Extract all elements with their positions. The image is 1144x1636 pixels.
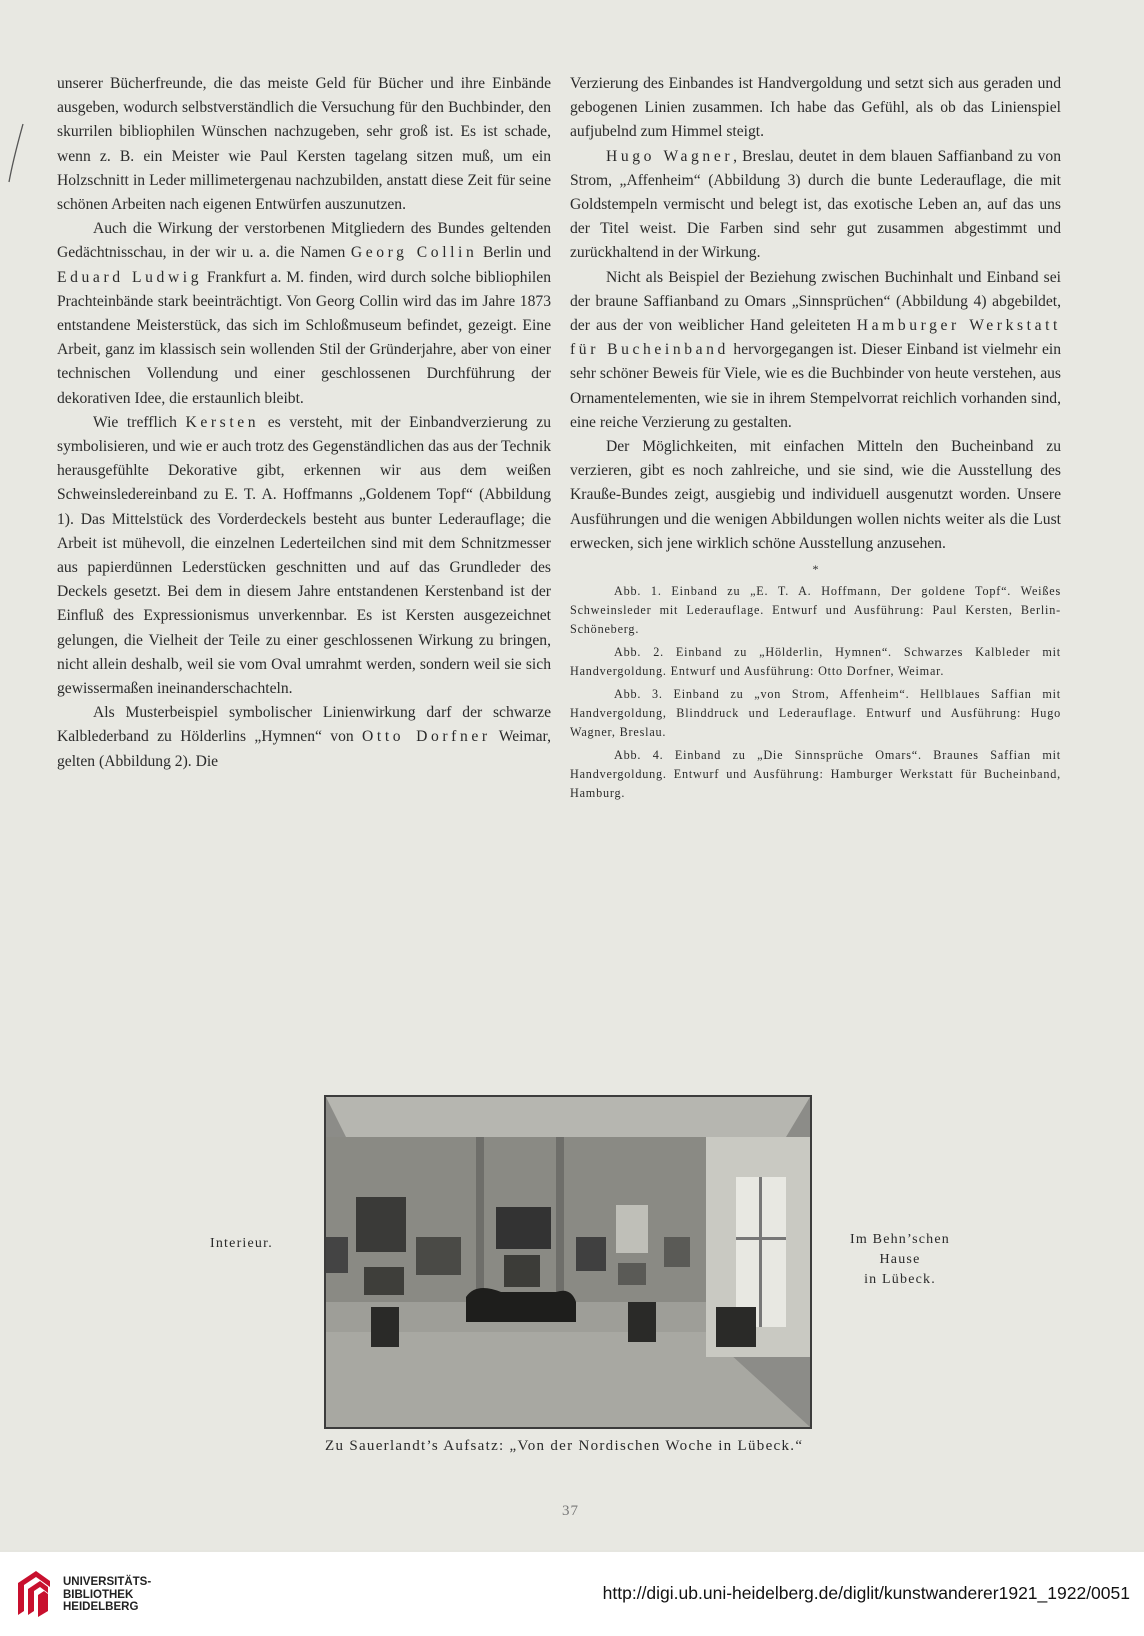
paragraph: Hugo Wagner, Breslau, deutet in dem blauen Saffianband zu von Strom, „Affenheim“ (Abbildung 3) durch die bunte Lederauflage, die mit Goldstempeln vermischt und belegt ist, das exotische Leben an, auf das uns der Titel weist. Die Farben sind sehr gut zusammen abgestimmt und zurückhaltend in der Wirkung.	[570, 147, 1062, 262]
spaced-name: Georg Collin	[350, 244, 478, 262]
figure-caption: Abb. 3. Einband zu „von Strom, Affenheim“. Hellblaues Saffian mit Handvergoldung, Blinddruck und Lederauflage. Entwurf und Ausführung: Hugo Wagner, Breslau.	[570, 687, 1061, 740]
spaced-name: Hamburger Werkstatt für Bucheinband	[570, 317, 1061, 359]
pencil-margin-mark	[6, 122, 26, 184]
figure-caption: Abb. 2. Einband zu „Hölderlin, Hymnen“. Schwarzes Kalbleder mit Handvergoldung. Entwurf und Ausführung: Otto Dorfner, Weimar.	[570, 645, 1061, 679]
paragraph: Der Möglichkeiten, mit einfachen Mitteln den Bucheinband zu verzieren, gibt es noch zahlreiche, und sie sind, wie die Ausstellung des Krauße-Bundes zeigt, ausgiebig und individuell ausgenutzt worden. Unsere Ausführungen und die wenigen Abbildungen wollen nichts weiter als die Lust erwecken, sich jene wirklich schöne Ausstellung anzusehen.	[570, 438, 1061, 552]
figure-captions	[570, 582, 1061, 803]
paragraph: Auch die Wirkung der verstorbenen Mitgliedern des Bundes geltenden Gedächtnisschau, in der wir u. a. die Namen Georg Collin Berlin und Eduard Ludwig Frankfurt a. M. finden, wird durch solche bibliophilen Prachteinbände stark beeinträchtigt. Von Georg Collin wird das im Jahre 1873 entstandene Meisterstück, das sich im Schloßmuseum befindet, gezeigt. Eine Arbeit, ganz im klassisch sein wollenden Stil der Gründerjahre, aber von einer technischen Vollendung und einer geschlossenen Durchführung der dekorativen Idee, die erstaunlich bleibt.	[57, 220, 551, 407]
footer-bar	[0, 1552, 1144, 1636]
figure-caption: Abb. 1. Einband zu „E. T. A. Hoffmann, Der goldene Topf“. Weißes Schweinsleder mit Lederauflage. Entwurf und Ausführung: Paul Kersten, Berlin-Schöneberg.	[570, 584, 1061, 637]
page-number: 37	[562, 1503, 579, 1519]
photo-caption: Zu Sauerlandt’s Aufsatz: „Von der Nordischen Woche in Lübeck.“	[325, 1438, 804, 1454]
figure-caption: Abb. 4. Einband zu „Die Sinnsprüche Omars“. Braunes Saffian mit Handvergoldung. Entwurf und Ausführung: Hamburger Werkstatt für Bucheinband, Hamburg.	[570, 748, 1061, 801]
paragraph: unserer Bücherfreunde, die das meiste Geld für Bücher und ihre Einbände ausgeben, wodurch selbstverständlich die Versuchung für den Buchbinder, den skurrilen bibliophilen Wünschen nachzugeben, sehr groß ist. Es ist schade, wenn z. B. ein Meister wie Paul Kersten tagelang sitzen muß, um ein Holzschnitt in Leder millimetergenau nachzubilden, anstatt diese Zeit für seine schönen Arbeiten nach eigenen Entwürfen auszunutzen.	[57, 75, 551, 214]
spaced-name: Hugo Wagner	[606, 147, 734, 165]
photo-side-label-left: Interieur.	[210, 1236, 273, 1251]
right-text-column	[570, 72, 1061, 807]
photo-side-label-right: Im Behn’schen Hause in Lübeck.	[850, 1232, 950, 1287]
paragraph: Wie trefflich Kersten es versteht, mit der Einbandverzierung zu symbolisieren, und wie er auch trotz des Gegenständlichen das aus der Technik herausgefühlte Dekorative gibt, erkennen wir aus dem weißen Schweinsledereinband zu E. T. A. Hoffmanns „Goldenem Topf“ (Abbildung 1). Das Mittelstück des Vorderdeckels besteht aus bunter Lederauflage; die Arbeit ist mühevoll, die einzelnen Lederteilchen sind mit dem Schnitzmesser aus papierdünnen Lederstücken geschnitten und auf das Grundleder des Deckels gesetzt. Bei dem in diesem Jahre entstandenen Kerstenband ist der Einfluß des Expressionismus unverkennbar. Es ist Kersten ausgezeichnet gelungen, die Vielheit der Teile zu einer geschlossenen Wirkung zu bringen, nicht allein deshalb, weil sie vom Oval umrahmt werden, sondern weil sie sich gewissermaßen ineinanderschachteln.	[57, 413, 552, 698]
paragraph: Als Musterbeispiel symbolischer Linienwirkung darf der schwarze Kalblederband zu Hölderlins „Hymnen“ von Otto Dorfner Weimar, gelten (Abbildung 2). Die	[57, 704, 551, 770]
paragraph: Nicht als Beispiel der Beziehung zwischen Buchinhalt und Einband sei der braune Saffianband zu Omars „Sinnsprüchen“ (Abbildung 4) abgebildet, der aus der von weiblicher Hand geleiteten Hamburger Werkstatt für Bucheinband hervorgegangen ist. Dieser Einband ist vielmehr ein sehr schöner Beweis für Viele, wie es die Buchbinder von heute verstehen, aus Ornamentelementen, wie sie in ihrem Stempelvorrat reichlich vorhanden sind, eine reiche Verzierung zu gestalten.	[570, 268, 1061, 431]
spaced-name: Eduard Ludwig	[57, 268, 203, 286]
spaced-name: Otto Dorfner	[362, 728, 491, 746]
interior-photograph	[324, 1095, 812, 1429]
library-name: UNIVERSITÄTS- BIBLIOTHEK HEIDELBERG	[63, 1576, 152, 1613]
library-logo-icon	[14, 1567, 54, 1617]
permalink-url[interactable]: http://digi.ub.uni-heidelberg.de/diglit/kunstwanderer1921_1922/0051	[602, 1583, 1130, 1603]
paragraph: Verzierung des Einbandes ist Handvergoldung und setzt sich aus geraden und gebogenen Linien zusammen. Ich habe das Gefühl, als ob das Linienspiel aufjubelnd zum Himmel steigt.	[570, 75, 1061, 141]
left-text-column	[57, 72, 551, 774]
spaced-name: Kersten	[185, 413, 260, 431]
section-separator: *	[812, 562, 819, 577]
